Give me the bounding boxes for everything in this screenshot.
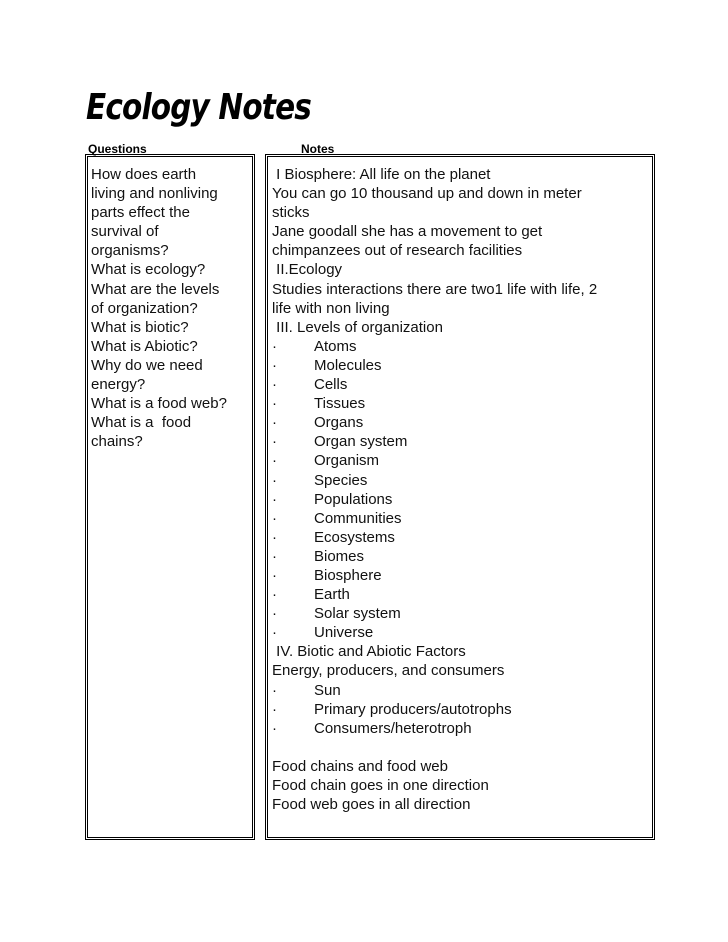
note-line	[272, 222, 652, 241]
note-text: Organs	[314, 414, 364, 432]
note-bullet-item	[272, 451, 652, 470]
note-text: Studies interactions there are two1 life with life, 2	[272, 280, 598, 298]
note-bullet-item	[272, 566, 652, 585]
note-line	[272, 165, 652, 184]
bullet-icon: ·	[272, 414, 277, 432]
question-line: How does earth	[91, 166, 197, 183]
note-text: II.Ecology	[272, 261, 343, 279]
note-text: Solar system	[314, 605, 401, 623]
notes-header: Notes	[301, 142, 335, 156]
page-title: Ecology Notes	[86, 87, 312, 128]
question-line: What is ecology?	[91, 261, 206, 279]
question-line: survival of	[91, 223, 159, 241]
bullet-icon: ·	[272, 586, 277, 604]
note-text: I Biosphere: All life on the planet	[272, 166, 491, 183]
note-bullet-item	[272, 719, 652, 738]
note-bullet-item	[272, 681, 652, 700]
question-line: What is biotic?	[91, 318, 189, 336]
note-bullet-item	[272, 375, 652, 394]
note-bullet-item	[272, 432, 652, 451]
note-line	[272, 203, 652, 222]
note-line	[272, 184, 652, 203]
bullet-icon: ·	[272, 547, 277, 565]
note-bullet-item	[272, 394, 652, 413]
note-text: sticks	[272, 204, 310, 222]
bullet-icon: ·	[272, 624, 277, 642]
note-line	[272, 642, 652, 661]
note-text: III. Levels of organization	[272, 318, 443, 336]
bullet-icon: ·	[272, 719, 277, 737]
questions-header: Questions	[88, 142, 147, 156]
note-bullet-item	[272, 337, 652, 356]
note-text: Food web goes in all direction	[272, 796, 471, 814]
bullet-icon: ·	[272, 566, 277, 584]
bullet-icon: ·	[272, 471, 277, 489]
note-bullet-item	[272, 604, 652, 623]
bullet-icon: ·	[272, 509, 277, 527]
note-bullet-item	[272, 700, 652, 719]
note-text: Atoms	[314, 337, 357, 355]
bullet-icon: ·	[272, 528, 277, 546]
question-line: of organization?	[91, 299, 198, 317]
note-line	[272, 738, 652, 757]
question-line: What is a food web?	[91, 395, 227, 413]
note-text: Earth	[314, 586, 350, 604]
note-text: Biosphere	[314, 566, 382, 584]
bullet-icon: ·	[272, 376, 277, 394]
bullet-icon: ·	[272, 700, 277, 718]
note-line	[272, 260, 652, 279]
note-bullet-item	[272, 490, 652, 509]
note-text: Energy, producers, and consumers	[272, 662, 505, 680]
note-text: Communities	[314, 509, 402, 527]
note-text: Molecules	[314, 356, 382, 374]
note-text: Species	[314, 471, 368, 489]
bullet-icon: ·	[272, 356, 277, 374]
note-bullet-item	[272, 471, 652, 490]
note-bullet-item	[272, 413, 652, 432]
bullet-icon: ·	[272, 433, 277, 451]
note-text: Food chain goes in one direction	[272, 777, 489, 794]
question-line: living and nonliving	[91, 185, 218, 203]
note-line	[272, 776, 652, 795]
note-text: Organ system	[314, 433, 408, 451]
note-text: Populations	[314, 490, 393, 508]
note-line	[272, 299, 652, 318]
note-bullet-item	[272, 547, 652, 566]
note-text: life with non living	[272, 299, 390, 317]
question-line: parts effect the	[91, 204, 190, 222]
note-text: Cells	[314, 376, 348, 394]
bullet-icon: ·	[272, 395, 277, 413]
note-text: Biomes	[314, 547, 365, 565]
questions-list	[91, 165, 256, 451]
note-text: Jane goodall she has a movement to get	[272, 223, 543, 241]
bullet-icon: ·	[272, 452, 277, 470]
note-text: Sun	[314, 681, 341, 699]
note-text: chimpanzees out of research facilities	[272, 242, 523, 260]
question-line: energy?	[91, 376, 146, 394]
question-line: What are the levels	[91, 280, 220, 298]
question-line: What is Abiotic?	[91, 337, 198, 355]
note-text: Consumers/heterotroph	[314, 719, 472, 737]
note-text: Primary producers/autotrophs	[314, 700, 512, 718]
note-text: Food chains and food web	[272, 757, 448, 775]
note-text: Universe	[314, 624, 374, 642]
note-line	[272, 318, 652, 337]
bullet-icon: ·	[272, 681, 277, 699]
note-bullet-item	[272, 528, 652, 547]
note-line	[272, 661, 652, 680]
note-text: You can go 10 thousand up and down in meter	[272, 185, 582, 203]
note-bullet-item	[272, 585, 652, 604]
bullet-icon: ·	[272, 490, 277, 508]
question-line: What is a food	[91, 414, 192, 432]
note-text: IV. Biotic and Abiotic Factors	[272, 643, 466, 661]
note-line	[272, 757, 652, 776]
question-line: chains?	[91, 433, 143, 451]
note-text: Ecosystems	[314, 528, 395, 546]
question-line: organisms?	[91, 242, 169, 260]
note-text: Organism	[314, 452, 380, 470]
note-text: Tissues	[314, 395, 366, 413]
note-line	[272, 795, 652, 814]
note-bullet-item	[272, 623, 652, 642]
note-bullet-item	[272, 356, 652, 375]
bullet-icon: ·	[272, 605, 277, 623]
note-line	[272, 241, 652, 260]
bullet-icon: ·	[272, 337, 277, 355]
note-bullet-item	[272, 509, 652, 528]
note-line	[272, 280, 652, 299]
question-line: Why do we need	[91, 356, 203, 374]
notes-list	[272, 165, 652, 814]
